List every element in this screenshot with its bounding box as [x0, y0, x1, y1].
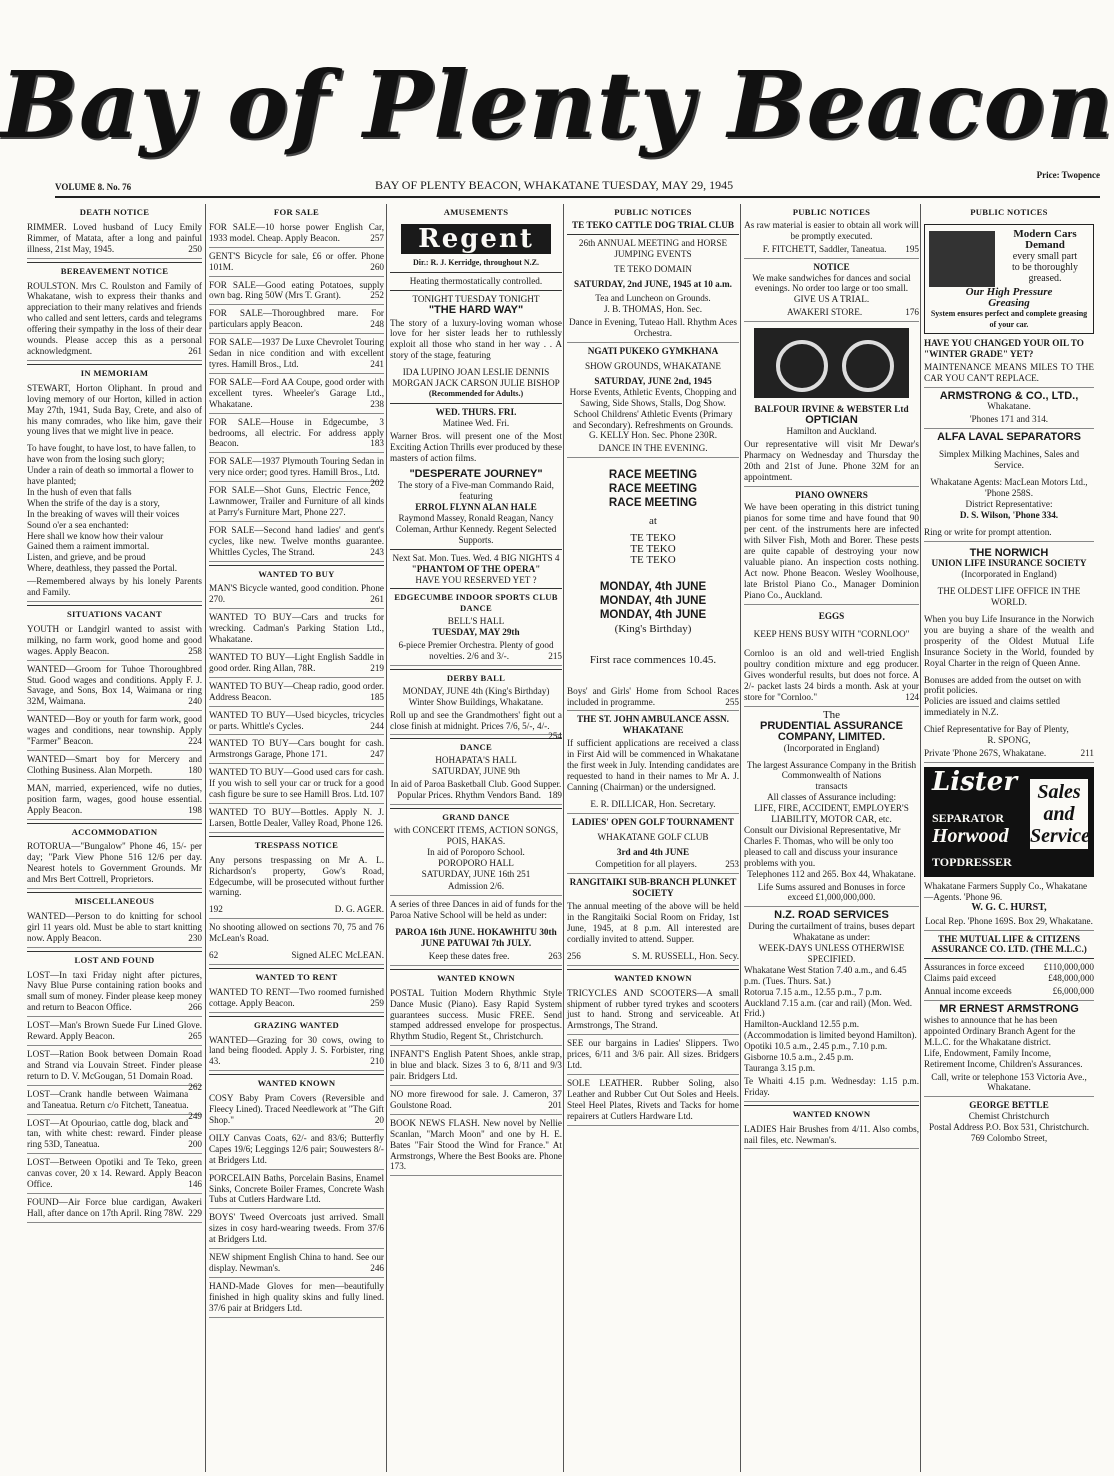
- event-date: SATURDAY, JUNE 2nd, 1945: [594, 375, 712, 386]
- memoriam-heading: IN MEMORIAM: [27, 364, 202, 381]
- club-dance-heading: EDGECUMBE INDOOR SPORTS CLUB DANCE: [390, 588, 562, 616]
- table-row: Claims paid exceed £48,000,000: [924, 973, 1094, 984]
- event-cause: In aid of Poroporo School.: [427, 846, 525, 857]
- film-title: "PHANTOM OF THE OPERA": [411, 563, 541, 574]
- greasing-ad: Modern Cars Demand every small part to be thoroughly greased. Our High Pressure Greasing System ensures perfect and complete greasing of your car.: [924, 224, 1094, 334]
- list-item: LOST—Ration Book between Domain Road and Strand via Louvain Street. Finder please return to D. V. McGougan, 51 Domain Road. 262: [27, 1049, 202, 1092]
- event-details: Roll up and see the Grandmothers' fight out a close finish at midnight. Prices 7/6, 5/-, 4/-. 254: [390, 709, 562, 742]
- memoriam-end: —Remembered always by his lonely Parents and Family.: [27, 576, 202, 602]
- st-john-heading: THE ST. JOHN AMBULANCE ASSN. WHAKATANE: [577, 714, 729, 736]
- event-date: 3rd and 4th JUNE: [616, 846, 690, 857]
- newspaper-title: Bay of Plenty Beacon: [0, 51, 1114, 159]
- list-item: FOR SALE—1937 Plymouth Touring Sedan in very nice order; good tyres. Hamill Bros., Ltd. 202: [209, 456, 384, 489]
- golf-heading: LADIES' OPEN GOLF TOURNAMENT: [572, 816, 734, 827]
- reservation-question: HAVE YOU RESERVED YET ?: [415, 574, 537, 585]
- price: Price: Twopence: [1036, 170, 1100, 180]
- armstrong-heading: ARMSTRONG & CO., LTD.,: [939, 389, 1079, 402]
- st-john-notice: If sufficient applications are received a class in First Aid will be commenced in Whakatane the first week in July. Intending candidates are requested to hand in their names to Mr A. J. Canning (Chairman) or the undersigned.: [567, 738, 739, 792]
- film-cast: Raymond Massey, Ronald Reagan, Nancy Coleman, Arthur Kennedy. Regent Selected Supports.: [395, 513, 557, 545]
- column-1: [27, 204, 202, 1472]
- lister-ad: Lister SEPARATOR Horwood TOPDRESSER Sales and Service: [924, 767, 1094, 877]
- list-item: LOST—Man's Brown Suede Fur Lined Glove. Reward. Apply Beacon. 265: [27, 1020, 202, 1046]
- cattle-trial-heading: TE TEKO CATTLE DOG TRIAL CLUB: [571, 219, 735, 230]
- event-date: SATURDAY, 2nd JUNE, 1945 at 10 a.m.: [574, 278, 732, 289]
- prudential-heading: PRUDENTIAL ASSURANCE COMPANY, LIMITED.: [759, 719, 903, 743]
- accommodation-notice: ROTORUA—"Bungalow" Phone 46, 15/- per day; "Park View Phone 516 12/6 per day. Nearest hotels to Government Grounds. Mr and Mrs Bert Cottrell, Proprietors.: [27, 841, 202, 889]
- piano-heading: PIANO OWNERS: [795, 489, 868, 500]
- grazing-notice: WANTED—Grazing for 30 cows, owing to land being flooded. Apply J. S. Forbister, ring 43. 210: [209, 1035, 384, 1072]
- tonight-label: TONIGHT TUESDAY TONIGHT: [412, 293, 540, 304]
- list-item: FOUND—Air Force blue cardigan, Awakeri Hall, after dance on 17th April. Ring 78W. 229: [27, 1197, 202, 1223]
- film-description: The story of a luxury-loving woman whose love for her sister leads her to ruthlessly exploit all those who stand in her way . . A story of the stage, featuring: [390, 317, 562, 361]
- list-item: FOR SALE—1937 De Luxe Chevrolet Touring Sedan in nice condition and with excellent tyres. Hamill Bros., Ltd. 241: [209, 337, 384, 374]
- grazing-heading: GRAZING WANTED: [209, 1016, 384, 1033]
- lens-icon: [776, 340, 828, 392]
- days-label: WED. THURS. FRI.: [435, 406, 517, 417]
- event-date: SATURDAY, JUNE 16th 251: [421, 868, 531, 879]
- list-item: FOR SALE—Second hand ladies' and gent's cycles, like new. Twelve months guarantee. Whittles Cycles, The Strand. 243: [209, 525, 384, 562]
- list-item: WANTED TO BUY—Cheap radio, good order. Address Beacon. 185: [209, 681, 384, 707]
- alfa-laval-heading: ALFA LAVAL SEPARATORS: [937, 431, 1081, 444]
- misc-notice: WANTED—Person to do knitting for school girl 11 years old. Must be able to start knitting now. Apply Beacon. 230: [27, 911, 202, 948]
- grand-dance-heading: GRAND DANCE: [390, 808, 562, 825]
- public-notices-heading: PUBLIC NOTICES: [614, 207, 692, 217]
- list-item: BOYS' Tweed Overcoats just arrived. Small sizes in cosy hard-wearing tweeds. From 37/6 at Bridgers Ltd.: [209, 1212, 384, 1249]
- spectacles-image: [754, 328, 909, 398]
- plunket-notice: The annual meeting of the above will be held in the Rangitaiki Social Room on Friday, 1st June, 1945, at 8 p.m. All interested are cordially invited to attend. Supper.: [567, 901, 739, 944]
- dance-heading: DANCE: [390, 738, 562, 755]
- list-item: WANTED TO BUY—Cars and trucks for wrecking. Cadman's Parking Station Ltd., Whakatane.: [209, 612, 384, 649]
- wanted-to-buy-heading: WANTED TO BUY: [209, 565, 384, 582]
- gymkhana-heading: NGATI PUKEKO GYMKHANA: [587, 346, 719, 357]
- list-item: LOST—At Opouriao, cattle dog, black and tan, with white chest: reward. Finder please ring 53D, Taneatua. 200: [27, 1118, 202, 1155]
- list-item: INFANT'S English Patent Shoes, ankle strap, in blue and black. Sizes 3 to 6, 8/11 and 9/3 pair. Bridgers Ltd.: [390, 1049, 562, 1086]
- event-details: Dance in Evening, Tuteao Hall. Rhythm Aces Orchestra.: [567, 317, 739, 343]
- event-details: In aid of Paroa Basketball Club. Good Supper. Popular Prices. Rhythm Vendors Band. 189: [390, 779, 562, 805]
- death-notice: RIMMER. Loved husband of Lucy Emily Rimmer, of Matata, after a long and painful illness, 21st May, 1945. 250: [27, 222, 202, 259]
- column-2: [205, 204, 384, 1472]
- film-intro: Warner Bros. will present one of the Most Exciting Action Thrills ever produced by these masters of action films.: [390, 430, 562, 463]
- hurst-name: W. G. C. HURST,: [971, 901, 1047, 913]
- death-notice-heading: DEATH NOTICE: [79, 207, 150, 217]
- memoriam-poem: To have fought, to have lost, to have fallen, to have won from the losing such glory; Under a rain of death so immortal a flower to have planted; In the hush of even that falls When the strife of the day is a story, In the breaking of waves will their voices Sound o'er a sea enchanted: Here shall we know how their valour Gained them a raiment immortal. Listen, and grieve, and be proud Where, deathless, they passed the Portal.: [27, 443, 196, 574]
- list-item: SOLE LEATHER. Rubber Soling, also Leather and Rubber Cut Out Soles and Heels. Steel Heel Plates, Rivets and Tacks for home repairers at Cutlers Hardware Ltd.: [567, 1078, 739, 1126]
- eggs-heading: EGGS: [818, 610, 845, 621]
- race-meeting: RACE MEETING RACE MEETING RACE MEETING at TE TEKO TE TEKO TE TEKO MONDAY, 4th JUNE MONDAY, 4th JUNE MONDAY, 4th JUNE (King's Birthday) First race commences 10.45. Boys' and Girls' Home from School Races included in programme. 255: [567, 468, 739, 711]
- list-item: WANTED TO BUY—Good used cars for cash. If you wish to sell your car or truck for a good cash figure be sure to see Hamill Bros. Ltd. 107: [209, 767, 384, 804]
- divider: [390, 272, 562, 273]
- eggs-subheading: KEEP HENS BUSY WITH "CORNLOO": [753, 629, 910, 640]
- rent-notice: WANTED TO RENT—Two roomed furnished cottage. Apply Beacon. 259: [209, 987, 384, 1013]
- film-rating: (Recommended for Adults.): [428, 388, 524, 398]
- list-item: COSY Baby Pram Covers (Reversible and Fleecy Lined). Traced Needlework at "The Gift Shop." 20: [209, 1093, 384, 1130]
- event-date: TUESDAY, MAY 29th: [432, 627, 520, 638]
- list-item: PORCELAIN Baths, Porcelain Basins, Enamel Sinks, Concrete Boiler Frames, Concrete Wash Tubs at Cutlers Hardware Ltd.: [209, 1173, 384, 1210]
- shooting-notice: No shooting allowed on sections 70, 75 and 76 McLean's Road.: [209, 922, 384, 944]
- sandwich-notice: We make sandwiches for dances and social evenings. No order too large or too small.: [752, 272, 911, 294]
- shooting-signature: 62 Signed ALEC McLEAN.: [209, 950, 384, 965]
- list-item: WANTED—Smart boy for Mercery and Clothing Business. Alan Morpeth. 180: [27, 754, 202, 780]
- list-item: MAN, married, experienced, wife no duties, position farm, wages, good house essential. Apply Beacon. 198: [27, 783, 202, 820]
- film-cast: IDA LUPINO JOAN LESLIE DENNIS MORGAN JACK CARSON JULIE BISHOP: [392, 367, 560, 389]
- event-date: SATURDAY, JUNE 9th: [431, 766, 521, 777]
- plunket-heading: RANGITAIKI SUB-BRANCH PLUNKET SOCIETY: [569, 877, 737, 899]
- list-item: TRICYCLES AND SCOOTERS—A small shipment of rubber tyred trykes and scooters just to hand. Strong and serviceable. At Armstrongs, The Strand.: [567, 988, 739, 1036]
- event-details: Competition for all players. 253: [567, 859, 739, 874]
- issue-date: BAY OF PLENTY BEACON, WHAKATANE TUESDAY, MAY 29, 1945: [375, 178, 734, 192]
- optician-heading: OPTICIAN: [805, 414, 858, 427]
- mlc-heading: THE MUTUAL LIFE & CITIZENS ASSURANCE CO. LTD. (THE M.L.C.): [931, 933, 1087, 955]
- list-item: SEE our bargains in Ladies' Slippers. Two prices, 6/11 and 3/6 pair. All sizes. Bridgers Ltd.: [567, 1038, 739, 1075]
- public-notices-heading: PUBLIC NOTICES: [970, 207, 1048, 217]
- list-item: WANTED TO BUY—Light English Saddle in good order. Ring Allan, 78R. 219: [209, 652, 384, 678]
- list-item: NEW shipment English China to hand. See our display. Newman's. 246: [209, 1252, 384, 1278]
- trespass-signature: 192 D. G. AGER.: [209, 904, 384, 919]
- venue: TE TEKO DOMAIN: [614, 263, 692, 274]
- event-details: Tea and Luncheon on Grounds.: [595, 293, 711, 304]
- norwich-heading: THE NORWICH: [969, 546, 1049, 559]
- list-item: FOR SALE—10 horse power English Car, 1933 model. Cheap. Apply Beacon. 257: [209, 222, 384, 248]
- regent-logo: Regent: [401, 224, 551, 254]
- event-details: DANCE IN THE EVENING.: [567, 443, 739, 458]
- admission: Admission 2/6.: [390, 881, 562, 896]
- situations-heading: SITUATIONS VACANT: [27, 605, 202, 622]
- amusements-heading: AMUSEMENTS: [443, 207, 509, 217]
- divider: [567, 234, 739, 235]
- lost-found-heading: LOST AND FOUND: [27, 951, 202, 968]
- table-row: Assurances in force exceed £110,000,000: [924, 962, 1094, 973]
- venue: WHAKATANE GOLF CLUB: [597, 831, 709, 842]
- meeting-title: 26th ANNUAL MEETING and HORSE JUMPING EVENTS: [578, 237, 728, 259]
- divider: [390, 290, 562, 291]
- list-item: FOR SALE—House in Edgecumbe, 3 bedrooms, all electric. For address apply Beacon. 183: [209, 417, 384, 454]
- list-item: WANTED TO BUY—Bottles. Apply N. J. Larsen, Bottle Dealer, Valley Road, Phone 126.: [209, 807, 384, 833]
- notice-heading: NOTICE: [813, 261, 850, 272]
- trespass-notice: Any persons trespassing on Mr A. L. Richardson's property, Gow's Road, Edgecumbe, will be prosecuted without further warning.: [209, 854, 384, 898]
- list-item: MAN'S Bicycle wanted, good condition. Phone 270. 261: [209, 583, 384, 609]
- film-title: "DESPERATE JOURNEY": [409, 468, 543, 481]
- divider: [924, 958, 1094, 959]
- masthead: [0, 40, 1114, 170]
- list-item: YOUTH or Landgirl wanted to assist with milking, no farm work, good home and good wages. Apply Beacon. 258: [27, 624, 202, 661]
- regent-director: Dir.: R. J. Kerridge, throughout N.Z.: [413, 257, 539, 267]
- wanted-known-heading: WANTED KNOWN: [744, 1105, 919, 1122]
- dateline: [55, 170, 1100, 198]
- venue: BELL'S HALL: [447, 616, 505, 627]
- ernest-armstrong-heading: MR ERNEST ARMSTRONG: [939, 1003, 1079, 1016]
- film-description: The story of a Five-man Commando Raid, featuring: [398, 480, 554, 502]
- divider: [390, 403, 562, 404]
- wanted-known-heading: WANTED KNOWN: [567, 969, 739, 986]
- film-title: "THE HARD WAY": [428, 303, 524, 316]
- list-item: GENT'S Bicycle for sale, £6 or offer. Phone 101M. 260: [209, 251, 384, 277]
- list-item: WANTED TO BUY—Used bicycles, tricycles or parts. Whittle's Cycles. 244: [209, 710, 384, 736]
- dance-series-note: Keep these dates free. 263: [390, 951, 562, 966]
- heating-note: Heating thermostatically controlled.: [409, 275, 543, 286]
- signature: J. B. THOMAS, Hon. Sec.: [603, 304, 703, 315]
- signature: G. KELLY Hon. Sec. Phone 230R.: [588, 430, 718, 441]
- venue: SHOW GROUNDS, WHAKATANE: [585, 360, 721, 371]
- wanted-to-rent-heading: WANTED TO RENT: [209, 968, 384, 985]
- list-item: WANTED—Groom for Tuhoe Thoroughbred Stud. Good wages and conditions. Apply F. J. Savage, and Sons, Box 14, Waimana or ring 32M, Waimana. 240: [27, 664, 202, 712]
- column-5: PUBLIC NOTICES As raw material is easier to obtain all work will be promptly executed. F. FITCHETT, Saddler, Taneatua. 195 NOTICE We make sandwiches for dances and social evenings. No order too large or too small. GIVE US A TRIAL. AWAKERI STORE. 176 BALFOUR IRVINE & WEBSTER Ltd OPTICIAN Hamilton and Auckland. Our representative will visit Mr Dewar's Pharmacy on Wednesday and Thursday the 20th and 21st of June. Phone 32M for an appointment. PIANO OWNERS We have been operating in this district tuning pianos for some time and have found that 90 per cent. of the instruments here are infected with Silver Fish, Moth and Borer. These pests are quite capable of destroying your now valuable piano. An inspection costs nothing. Act now. Phone Beacon. Wesley Woolhouse, late Bristol Piano Co., Manager Dominion Piano Co., Auckland. EGGS KEEP HENS BUSY WITH "CORNLOO" Cornloo is an old and well-tried English poultry condition mixture and egg producer. Gives wonderful results, but does not force. A 2/- packet lasts 24 birds a month. Ask at your store for "Cornloo." 124 The PRUDENTIAL ASSURANCE COMPANY, LIMITED. (Incorporated in England) The largest Assurance Company in the British Commonwealth of Nations transacts All classes of Assurance including: LIFE, FIRE, ACCIDENT, EMPLOYER'S LIABILITY, MOTOR CAR, etc. Consult our Divisional Representative, Mr Charles F. Thomas, who will be only too pleased to call and discuss your insurance problems with you. Telephones 112 and 265. Box 44, Whakatane. Life Sums assured and Bonuses in force exceed £1,000,000,000. N.Z. ROAD SERVICES During the curtailment of trains, buses depart Whakatane as under: WEEK-DAYS UNLESS OTHERWISE SPECIFIED. Whakatane West Station 7.40 a.m., and 6.45 p.m. (Tues. Thurs. Sat.) Rotorua 7.15 a.m., 12.55 p.m., 7 p.m. Auckland 7.15 a.m. (car and rail) (Mon. Wed. Frid.) Hamilton-Auckland 12.55 p.m. (Accommodation is limited beyond Hamilton). Opotiki 10.5 a.m., 2.45 p.m., 7.10 p.m. Gisborne 10.5 a.m., 2.45 p.m. Tauranga 3.15 p.m. Te Whaiti 4.15 p.m. Wednesday: 1.15 p.m. Friday. WANTED KNOWN LADIES Hair Brushes from 4/11. Also combs, nail files, etc. Newman's.: [740, 204, 919, 1472]
- table-row: Annual income exceeds £6,000,000: [924, 986, 1094, 1001]
- list-item: HAND-Made Gloves for men—beautifully finished in high quality skins and fully lined. 37/6 pair at Bridgers Ltd.: [209, 1281, 384, 1318]
- optician-company: BALFOUR IRVINE & WEBSTER Ltd: [754, 404, 909, 415]
- dance-series: A series of three Dances in aid of funds for the Paroa Native School will be held as under:: [390, 899, 562, 921]
- list-item: FOR SALE—Thoroughbred mare. For particulars apply Beacon. 248: [209, 308, 384, 334]
- list-item: FOR SALE—Shot Guns, Electric Fence, Lawnmower, Trailer and Furniture of all kinds at Parry's Furniture Mart, Phone 227.: [209, 485, 384, 522]
- list-item: LOST—In taxi Friday night after pictures, Navy Blue Purse containing ration books and small sum of money. Finder please keep money and return to Beacon Office. 266: [27, 970, 202, 1018]
- event-date: MONDAY, JUNE 4th (King's Birthday): [402, 685, 550, 696]
- film-cast: ERROL FLYNN ALAN HALE: [415, 502, 537, 513]
- lens-icon: [842, 340, 894, 392]
- list-item: WANTED TO BUY—Cars bought for cash. Armstrongs Garage, Phone 171. 247: [209, 738, 384, 764]
- list-item: NO more firewood for sale. J. Cameron, 37 Goulstone Road. 201: [390, 1089, 562, 1115]
- list-item: LADIES Hair Brushes from 4/11. Also combs, nail files, etc. Newman's.: [744, 1124, 919, 1150]
- car-image: [929, 231, 995, 287]
- list-item: LOST—Crank handle between Waimana and Taneatua. Return c/o Fitchett, Taneatua. 249: [27, 1088, 202, 1121]
- list-item: FOR SALE—Good eating Potatoes, supply own bag. Ring 50W (Mrs T. Grant). 252: [209, 280, 384, 306]
- event-details: Horse Events, Athletic Events, Chopping and Sawing, Side Shows, Stalls, Dog Show. School Childrens' Athletic Events (Primary and Secondary). Refreshments on Grounds.: [569, 386, 737, 430]
- wanted-known-heading: WANTED KNOWN: [390, 969, 562, 986]
- memoriam-notice: STEWART, Horton Oliphant. In proud and loving memory of our Horton, killed in action May 27th, 1941, Suda Bay, Crete, and also of his many comrades, who like him, gave their young lives that we might live in peace.: [27, 382, 202, 437]
- accommodation-heading: ACCOMMODATION: [27, 823, 202, 840]
- list-item: FOR SALE—Ford AA Coupe, good order with excellent tyres. Wheeler's Garage Ltd., Whakatane. 238: [209, 377, 384, 414]
- list-item: LOST—Between Opotiki and Te Teko, green canvas cover, 20 x 14. Reward. Apply Beacon Office. 146: [27, 1157, 202, 1194]
- event-details: 6-piece Premier Orchestra. Plenty of good novelties. 2/6 and 3/-. 215: [390, 640, 562, 666]
- dance-series-dates: PAROA 16th JUNE. HOKAWHITU 30th JUNE PATUWAI 7th JULY.: [395, 927, 557, 949]
- road-services-heading: N.Z. ROAD SERVICES: [774, 909, 889, 922]
- venue: Winter Show Buildings, Whakatane.: [408, 696, 544, 707]
- next-showing: Next Sat. Mon. Tues. Wed. 4 BIG NIGHTS 4: [392, 552, 560, 563]
- venue: POROPORO HALL: [438, 857, 514, 868]
- volume-number: VOLUME 8. No. 76: [55, 182, 132, 192]
- saddler-notice: As raw material is easier to obtain all work will be promptly executed.: [744, 219, 919, 241]
- venue: HOHAPATA'S HALL: [435, 755, 517, 766]
- trespass-heading: TRESPASS NOTICE: [209, 836, 384, 853]
- list-item: OILY Canvas Coats, 62/- and 83/6; Butterfly Capes 19/6; Leggings 12/6 pair; Souwesters 8/- at Bridgers Ltd.: [209, 1133, 384, 1170]
- bereavement-notice: ROULSTON. Mrs C. Roulston and Family of Whakatane, wish to express their thanks and appreciation to their many relatives and friends who called and sent letters, cards and telegrams offering their sympathy in the loss of their dear wounds. Please accep this as a personal acknowledgment. 261: [27, 281, 202, 361]
- public-notices-heading: PUBLIC NOTICES: [792, 207, 871, 217]
- signature: E. R. DILLICAR, Hon. Secretary.: [567, 799, 739, 814]
- bereavement-heading: BEREAVEMENT NOTICE: [27, 262, 202, 279]
- list-item: BOOK NEWS FLASH. New novel by Nellie Scanlan, "March Moon" and one by H. E. Bates "Fair Stood the Wind for France." At Armstrongs, Where the Best Books are. Phone 173.: [390, 1118, 562, 1177]
- wanted-known-heading: WANTED KNOWN: [209, 1074, 384, 1091]
- column-6: PUBLIC NOTICES Modern Cars Demand every small part to be thoroughly greased. Our High Pressure Greasing System ensures perfect and complete greasing of your car. HAVE YOU CHANGED YOUR OIL TO "WINTER GRADE" YET? MAINTENANCE MEANS MILES TO THE CAR YOU CAN'T REPLACE. ARMSTRONG & CO., LTD., Whakatane. 'Phones 171 and 314. ALFA LAVAL SEPARATORS Simplex Milking Machines, Sales and Service. Whakatane Agents: MacLean Motors Ltd., 'Phone 258S. District Representative: D. S. Wilson, 'Phone 334. Ring or write for prompt attention. THE NORWICH UNION LIFE INSURANCE SOCIETY (Incorporated in England) THE OLDEST LIFE OFFICE IN THE WORLD. When you buy Life Insurance in the Norwich you are buying a share of the wealth and prosperity of the Oldest Mutual Life Insurance Society in the World, founded by Royal Charter in the reign of Queen Anne. Bonuses are added from the outset on with profit policies. Policies are issued and claims settled immediately in N.Z. Chief Representative for Bay of Plenty, R. SPONG, Private 'Phone 267S, Whakatane. 211 Lister SEPARATOR Horwood TOPDRESSER Sales and Service Whakatane Farmers Supply Co., Whakatane—Agents. 'Phone 96. W. G. C. HURST, Local Rep. 'Phone 169S. Box 29, Whakatane. THE MUTUAL LIFE & CITIZENS ASSURANCE CO. LTD. (THE M.L.C.) Assurances in force exceed £110,000,000 Claims paid exceed £48,000,000 Annual income exceeds £6,000,000 MR ERNEST ARMSTRONG wishes to announce that he has been appointed Ordinary Branch Agent for the M.L.C. for the Whakatane district. Life, Endowment, Family Income, Retirement Income, Children's Assurances. Call, write or telephone 153 Victoria Ave., Whakatane. GEORGE BETTLE Chemist Christchurch Postal Address P.O. Box 531, Christchurch. 769 Colombo Street,: [920, 204, 1094, 1472]
- for-sale-heading: FOR SALE: [273, 207, 320, 217]
- list-item: WANTED—Boy or youth for farm work, good wages and conditions, near township. Apply "Farmer" Beacon. 224: [27, 714, 202, 751]
- list-item: POSTAL Tuition Modern Rhythmic Style Dance Music (Piano). Easy Rapid System guarantees success. Music FREE. Send stamped addressed envelope for prospectus. Rhythm Studio, Regent St., Christchurch.: [390, 988, 562, 1047]
- signature: 256 S. M. RUSSELL, Hon. Secy.: [567, 951, 739, 966]
- derby-ball-heading: DERBY BALL: [390, 669, 562, 686]
- bettle-heading: GEORGE BETTLE: [969, 1100, 1049, 1111]
- column-3: [386, 204, 562, 1472]
- column-4: [563, 204, 739, 1472]
- optician-notice: Our representative will visit Mr Dewar's Pharmacy on Wednesday and Thursday the 20th and 21st of June. Phone 32M for an appointment.: [744, 439, 919, 487]
- miscellaneous-heading: MISCELLANEOUS: [27, 892, 202, 909]
- divider: [390, 549, 562, 550]
- matinee-label: Matinee Wed. Fri.: [442, 417, 510, 428]
- oil-question: HAVE YOU CHANGED YOUR OIL TO "WINTER GRADE" YET?: [924, 337, 1084, 359]
- event-details: with CONCERT ITEMS, ACTION SONGS, POIS, HAKAS.: [393, 824, 559, 846]
- piano-notice: We have been operating in this district tuning pianos for some time and have found that 90 per cent. of the instruments here are infected with Silver Fish, Moth and Borer. These pests are quite capable of destroying your now valuable piano. An inspection costs nothing. Act now. Phone Beacon. Wesley Woolhouse, late Bristol Piano Co., Manager Dominion Piano Co., Auckland.: [744, 502, 919, 604]
